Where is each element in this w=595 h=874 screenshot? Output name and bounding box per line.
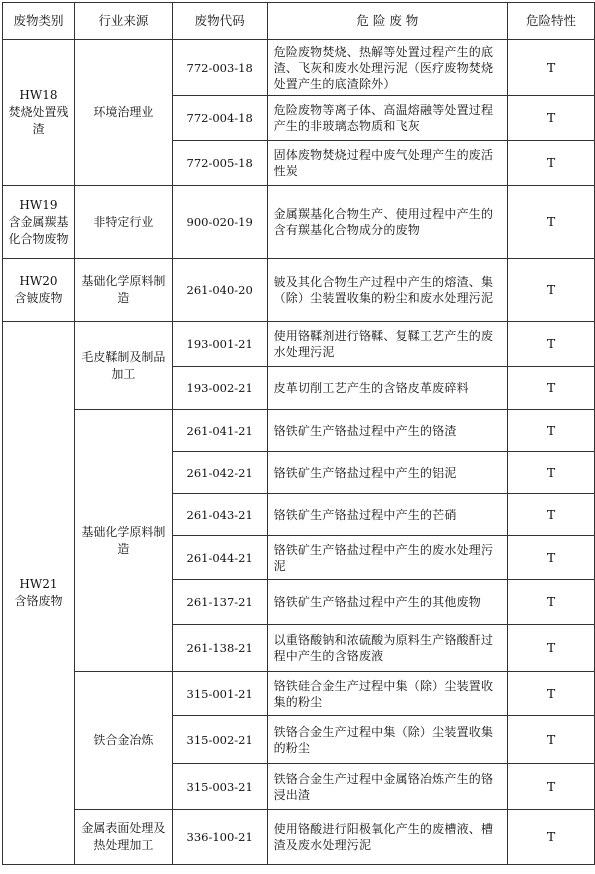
industry-source-cell: 金属表面处理及热处理加工 (74, 810, 172, 865)
waste-description: 危险废物焚烧、热解等处置过程产生的底渣、飞灰和废水处理污泥（医疗废物焚烧处置产生的底渣除外） (267, 40, 508, 96)
industry-source-cell: 铁合金冶炼 (74, 672, 172, 810)
waste-description: 铁铬合金生产过程中集（除）尘装置收集的粉尘 (267, 716, 508, 764)
waste-code: 261-044-21 (172, 536, 267, 580)
table-row (3, 322, 595, 367)
industry-source-cell: 毛皮鞣制及制品加工 (74, 322, 172, 410)
hazard-trait: T (508, 672, 595, 716)
header-industry-source: 行业来源 (74, 3, 172, 40)
waste-code: 772-005-18 (172, 141, 267, 186)
industry-source-cell: 非特定行业 (74, 186, 172, 259)
category-hw20 (3, 259, 75, 322)
hazard-trait: T (508, 452, 595, 494)
waste-description: 铬铁硅合金生产过程中集（除）尘装置收集的粉尘 (267, 672, 508, 716)
category-hw19 (3, 186, 75, 259)
waste-description: 铁铬合金生产过程中金属铬冶炼产生的铬浸出渣 (267, 764, 508, 810)
table-row (3, 40, 595, 96)
category-code: HW18 (19, 88, 58, 102)
table-row (3, 259, 595, 322)
waste-code: 261-138-21 (172, 625, 267, 672)
hazard-trait: T (508, 186, 595, 259)
table-row (3, 672, 595, 716)
hazard-trait: T (508, 410, 595, 452)
category-code: HW20 (19, 274, 58, 288)
category-name: 含铍废物 (14, 291, 63, 305)
hazard-trait: T (508, 764, 595, 810)
waste-code: 315-002-21 (172, 716, 267, 764)
waste-code: 193-002-21 (172, 367, 267, 410)
waste-code: 261-040-20 (172, 259, 267, 322)
waste-description: 铬铁矿生产铬盐过程中产生的铝泥 (267, 452, 508, 494)
industry-source-cell: 基础化学原料制造 (74, 259, 172, 322)
waste-description: 使用铬鞣剂进行铬鞣、复鞣工艺产生的废水处理污泥 (267, 322, 508, 367)
category-hw21 (3, 322, 75, 865)
hazard-trait: T (508, 625, 595, 672)
waste-description: 铬铁矿生产铬盐过程中产生的芒硝 (267, 494, 508, 536)
waste-description: 固体废物焚烧过程中废气处理产生的废活性炭 (267, 141, 508, 186)
waste-code: 261-043-21 (172, 494, 267, 536)
header-row (3, 3, 595, 40)
waste-description: 使用铬酸进行阳极氧化产生的废槽液、槽渣及废水处理污泥 (267, 810, 508, 865)
hazardous-waste-table (2, 2, 595, 865)
table-row (3, 410, 595, 452)
waste-code: 772-003-18 (172, 40, 267, 96)
industry-source-cell: 环境治理业 (74, 40, 172, 186)
waste-code: 261-042-21 (172, 452, 267, 494)
waste-code: 261-137-21 (172, 580, 267, 625)
hazard-trait: T (508, 259, 595, 322)
table-row (3, 810, 595, 865)
hazard-trait: T (508, 367, 595, 410)
waste-code: 261-041-21 (172, 410, 267, 452)
waste-code: 900-020-19 (172, 186, 267, 259)
header-category: 废物类别 (3, 3, 75, 40)
header-waste-code: 废物代码 (172, 3, 267, 40)
waste-description: 金属羰基化合物生产、使用过程中产生的含有羰基化合物成分的废物 (267, 186, 508, 259)
waste-description: 铍及其化合物生产过程中产生的熔渣、集（除）尘装置收集的粉尘和废水处理污泥 (267, 259, 508, 322)
industry-source-cell: 基础化学原料制造 (74, 410, 172, 672)
hazard-trait: T (508, 810, 595, 865)
waste-code: 315-003-21 (172, 764, 267, 810)
waste-code: 315-001-21 (172, 672, 267, 716)
waste-description: 铬铁矿生产铬盐过程中产生的废水处理污泥 (267, 536, 508, 580)
waste-code: 193-001-21 (172, 322, 267, 367)
hazard-trait: T (508, 40, 595, 96)
waste-code: 772-004-18 (172, 96, 267, 141)
waste-description: 铬铁矿生产铬盐过程中产生的铬渣 (267, 410, 508, 452)
hazard-trait: T (508, 494, 595, 536)
category-name: 含铬废物 (14, 594, 63, 608)
waste-description: 皮革切削工艺产生的含铬皮革废碎料 (267, 367, 508, 410)
category-hw18 (3, 40, 75, 186)
hazard-trait: T (508, 716, 595, 764)
category-code: HW21 (19, 577, 58, 591)
category-name: 含金属羰基化合物废物 (8, 214, 69, 246)
header-hazard-trait: 危险特性 (508, 3, 595, 40)
header-hazardous-waste: 危 险 废 物 (267, 3, 508, 40)
hazard-trait: T (508, 322, 595, 367)
hazard-trait: T (508, 536, 595, 580)
hazard-trait: T (508, 141, 595, 186)
waste-code: 336-100-21 (172, 810, 267, 865)
category-code: HW19 (19, 197, 58, 212)
hazard-trait: T (508, 96, 595, 141)
table-row (3, 186, 595, 259)
category-name: 焚烧处置残渣 (8, 105, 69, 136)
waste-description: 危险废物等离子体、高温熔融等处置过程产生的非玻璃态物质和飞灰 (267, 96, 508, 141)
waste-description: 铬铁矿生产铬盐过程中产生的其他废物 (267, 580, 508, 625)
waste-description: 以重铬酸钠和浓硫酸为原料生产铬酸酐过程中产生的含铬废液 (267, 625, 508, 672)
hazard-trait: T (508, 580, 595, 625)
